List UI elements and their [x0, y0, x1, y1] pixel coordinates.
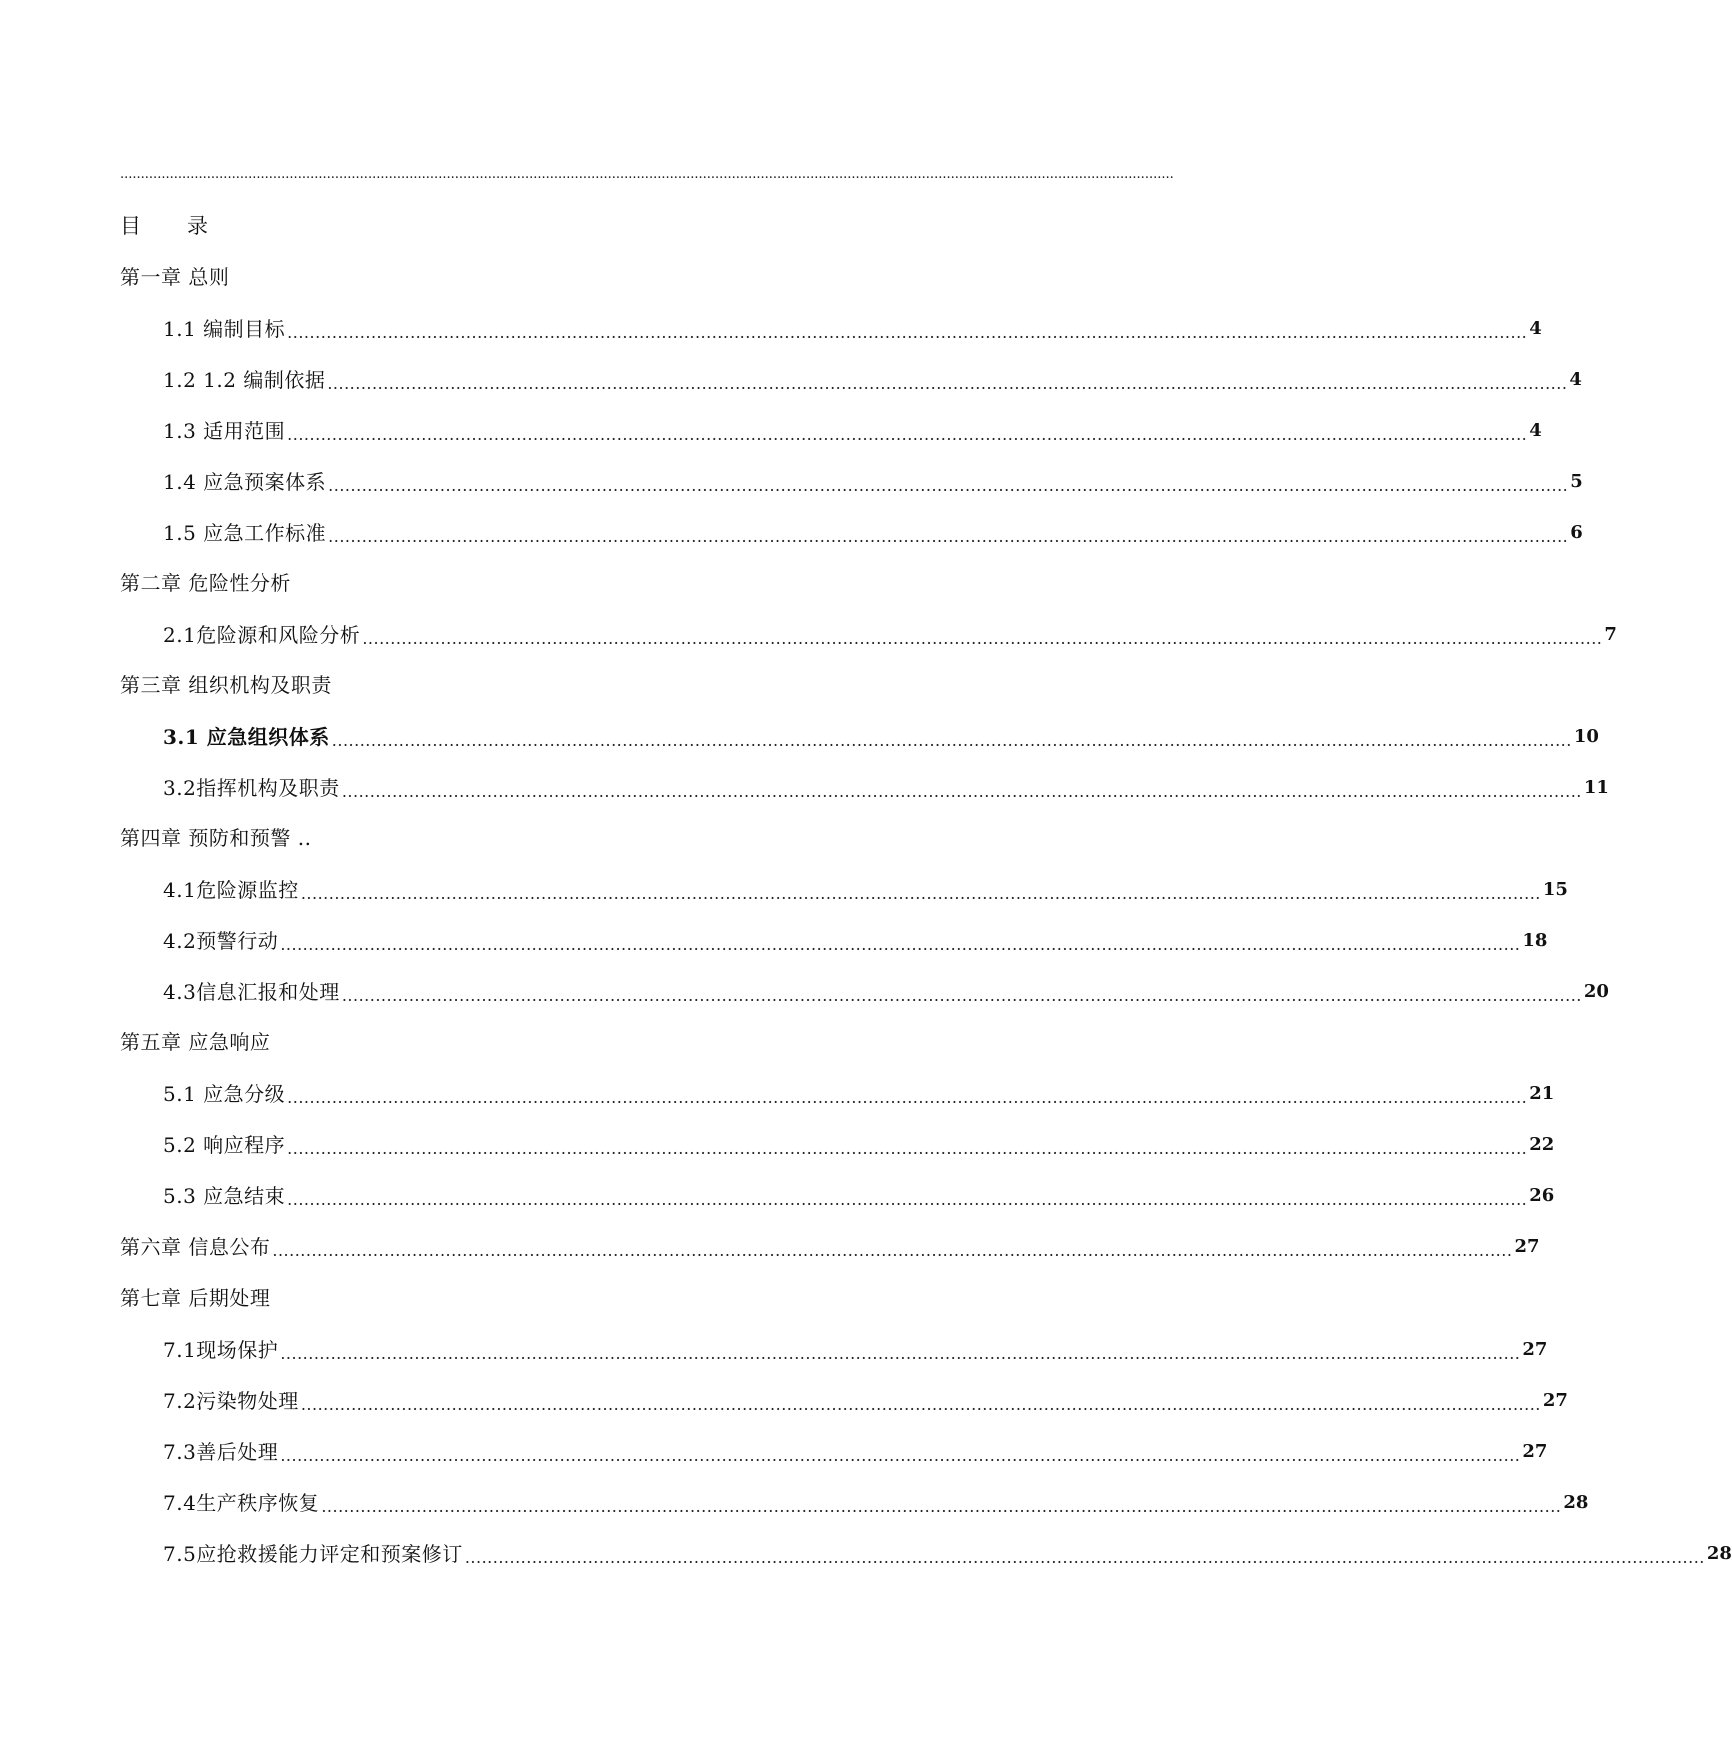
toc-heading-right: 录 [187, 214, 208, 238]
toc-entry-page: 5 [1570, 471, 1583, 492]
toc-entry-3-1[interactable] [163, 722, 1599, 752]
toc-entry-page: 28 [1706, 1543, 1732, 1564]
toc-entry-4-2[interactable] [163, 926, 1548, 956]
toc-entry-page: 18 [1522, 930, 1548, 951]
toc-entry-1-3[interactable] [163, 416, 1542, 446]
toc-entry-1-5[interactable] [163, 518, 1583, 548]
toc-entry-page: 4 [1529, 420, 1542, 441]
toc-entry-4-1[interactable] [163, 875, 1568, 905]
toc-entry-label: 第七章 后期处理 [120, 1286, 271, 1310]
toc-entry-label: 5.1 应急分级 [163, 1082, 286, 1106]
toc-entry-page: 7 [1604, 624, 1617, 645]
toc-entry-label: 1.3 适用范围 [163, 419, 286, 443]
toc-entry-page: 28 [1563, 1492, 1589, 1513]
toc-entry-page: 11 [1583, 777, 1609, 798]
toc-entry-label: 1.5 应急工作标准 [163, 521, 327, 545]
toc-entry-page: 22 [1529, 1134, 1555, 1155]
toc-entry-label: 第一章 总则 [120, 265, 230, 289]
toc-entry-chapter-1[interactable] [120, 262, 229, 292]
toc-entry-chapter-6[interactable] [120, 1232, 1540, 1262]
toc-leader-dots: .............................................................................................................................................................................................................................. [280, 1344, 1521, 1363]
toc-entry-page: 21 [1529, 1083, 1555, 1104]
toc-heading-left: 目 [120, 214, 141, 238]
toc-entry-label: 1.4 应急预案体系 [163, 470, 327, 494]
toc-leader-dots: .............................................................................................................................................................................................................................. [328, 476, 1569, 495]
toc-leader-dots: .............................................................................................................................................................................................................................. [362, 629, 1603, 648]
toc-leader-dots: .............................................................................................................................................................................................................................. [300, 1395, 1541, 1414]
toc-entry-7-3[interactable] [163, 1437, 1548, 1467]
toc-entry-page: 10 [1573, 726, 1599, 747]
toc-entry-label: 1.1 编制目标 [163, 317, 286, 341]
toc-leader-dots: .............................................................................................................................................................................................................................. [287, 425, 1528, 444]
toc-leader-dots: .............................................................................................................................................................................................................................. [280, 935, 1521, 954]
toc-entry-4-3[interactable] [163, 977, 1609, 1007]
toc-entry-7-5[interactable] [163, 1539, 1732, 1569]
toc-entry-label: 第四章 预防和预警 .. [120, 826, 312, 850]
toc-leader-dots: .............................................................................................................................................................................................................................. [328, 527, 1569, 546]
toc-entry-page: 6 [1570, 522, 1583, 543]
toc-entry-label: 第六章 信息公布 [120, 1235, 271, 1259]
toc-entry-page: 26 [1529, 1185, 1555, 1206]
toc-entry-chapter-4[interactable] [120, 823, 311, 853]
toc-leader-dots: .............................................................................................................................................................................................................................. [287, 1139, 1528, 1158]
toc-entry-5-1[interactable] [163, 1079, 1555, 1109]
toc-entry-1-1[interactable] [163, 314, 1542, 344]
toc-entry-label: 3.1 应急组织体系 [163, 725, 330, 749]
toc-entry-label: 1.2 1.2 编制依据 [163, 368, 326, 392]
toc-entry-label: 7.2污染物处理 [163, 1389, 299, 1413]
toc-entry-page: 27 [1542, 1390, 1568, 1411]
toc-entry-1-2[interactable] [163, 365, 1582, 395]
toc-entry-7-4[interactable] [163, 1488, 1589, 1518]
toc-entry-label: 2.1危险源和风险分析 [163, 623, 361, 647]
toc-entry-page: 15 [1542, 879, 1568, 900]
toc-entry-label: 第二章 危险性分析 [120, 571, 291, 595]
toc-entry-5-2[interactable] [163, 1130, 1555, 1160]
toc-leader-dots: .............................................................................................................................................................................................................................. [272, 1241, 1513, 1260]
toc-leader-dots: .............................................................................................................................................................................................................................. [287, 1190, 1528, 1209]
toc-entry-label: 5.3 应急结束 [163, 1184, 286, 1208]
toc-leader-dots: .............................................................................................................................................................................................................................. [300, 884, 1541, 903]
toc-entry-label: 4.3信息汇报和处理 [163, 980, 340, 1004]
toc-leader-dots: .............................................................................................................................................................................................................................. [287, 1088, 1528, 1107]
toc-entry-chapter-7[interactable] [120, 1283, 270, 1313]
toc-entry-label: 7.1现场保护 [163, 1338, 279, 1362]
toc-entry-label: 4.2预警行动 [163, 929, 279, 953]
toc-entry-page: 27 [1522, 1441, 1548, 1462]
toc-entry-label: 7.3善后处理 [163, 1440, 279, 1464]
toc-entry-chapter-3[interactable] [120, 670, 332, 700]
toc-leader-dots: .............................................................................................................................................................................................................................. [280, 1446, 1521, 1465]
toc-entry-page: 20 [1583, 981, 1609, 1002]
toc-entry-label: 7.4生产秩序恢复 [163, 1491, 320, 1515]
toc-entry-chapter-2[interactable] [120, 568, 291, 598]
toc-entry-2-1[interactable] [163, 620, 1617, 650]
toc-entry-label: 第三章 组织机构及职责 [120, 673, 332, 697]
toc-entry-page: 4 [1529, 318, 1542, 339]
toc-leader-dots: .............................................................................................................................................................................................................................. [464, 1548, 1705, 1567]
toc-entry-7-2[interactable] [163, 1386, 1568, 1416]
toc-entry-label: 第五章 应急响应 [120, 1030, 271, 1054]
toc-leader-dots: .............................................................................................................................................................................................................................. [331, 731, 1572, 750]
toc-leader-dots: .............................................................................................................................................................................................................................. [341, 986, 1582, 1005]
toc-entry-chapter-5[interactable] [120, 1027, 270, 1057]
toc-leader-dots: .............................................................................................................................................................................................................................. [321, 1497, 1562, 1516]
toc-leader-dots: .............................................................................................................................................................................................................................. [287, 323, 1528, 342]
toc-entry-3-2[interactable] [163, 773, 1609, 803]
toc-entry-label: 4.1危险源监控 [163, 878, 299, 902]
toc-entry-7-1[interactable] [163, 1335, 1548, 1365]
toc-entry-label: 5.2 响应程序 [163, 1133, 286, 1157]
top-dotted-rule: ............................................................................................................................................................................................................................................................... [120, 167, 1174, 182]
toc-entry-label: 7.5应抢救援能力评定和预案修订 [163, 1542, 463, 1566]
toc-leader-dots: .............................................................................................................................................................................................................................. [327, 374, 1568, 393]
toc-leader-dots: .............................................................................................................................................................................................................................. [341, 782, 1582, 801]
toc-entry-label: 3.2指挥机构及职责 [163, 776, 340, 800]
toc-entry-5-3[interactable] [163, 1181, 1555, 1211]
toc-entry-page: 27 [1514, 1236, 1540, 1257]
toc-entry-page: 27 [1522, 1339, 1548, 1360]
toc-entry-page: 4 [1569, 369, 1582, 390]
toc-entry-1-4[interactable] [163, 467, 1583, 497]
